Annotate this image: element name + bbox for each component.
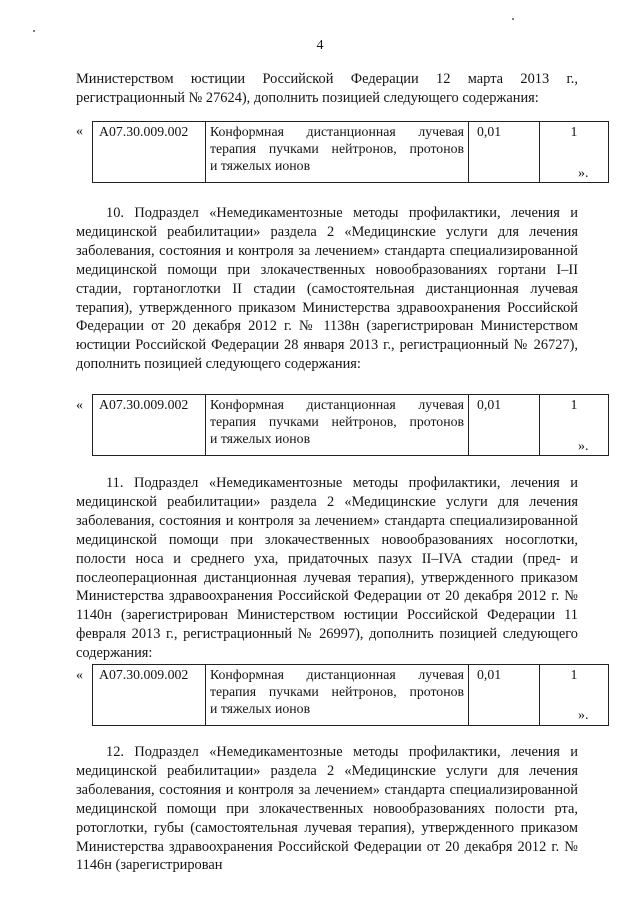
entry-value-2: 1 xyxy=(540,395,609,456)
entry-code: A07.30.009.002 xyxy=(93,122,206,183)
entry-value-2: 1 xyxy=(540,665,609,726)
entry-value-1: 0,01 xyxy=(469,122,540,183)
entry-code: A07.30.009.002 xyxy=(93,665,206,726)
entry-name: Конформная дистанционная лучевая терапия пучками нейтронов, протонов и тяжелых ионов xyxy=(206,665,469,726)
entry-table xyxy=(92,121,609,183)
table-row xyxy=(93,395,609,456)
entry-value-1: 0,01 xyxy=(469,395,540,456)
scan-speck xyxy=(33,30,35,32)
paragraph-11: 11. Подраздел «Немедикаментозные методы профилактики, лечения и медицинской реабилитации» раздела 2 «Медицинские услуги для лечения заболевания, состояния и контроля за лечением» стандарта специализированной медицинской помощи при злокачественных новообразованиях носоглотки, полости носа и среднего уха, придаточных пазух II–IVA стадии (пред- и послеоперационная дистанционная лучевая терапия), утвержденного приказом Министерства здравоохранения Российской Федерации от 20 декабря 2012 г. № 1140н (зарегистрирован Министерством юстиции Российской Федерации 11 февраля 2013 г., регистрационный № 26997), дополнить позицией следующего содержания: xyxy=(76,475,578,662)
page-number: 4 xyxy=(316,38,324,53)
table-row xyxy=(93,122,609,183)
scan-speck xyxy=(512,18,514,20)
entry-value-2: 1 xyxy=(540,122,609,183)
entry-name: Конформная дистанционная лучевая терапия пучками нейтронов, протонов и тяжелых ионов xyxy=(206,122,469,183)
quote-close: ». xyxy=(578,439,589,454)
quote-open: « xyxy=(76,668,83,683)
entry-name: Конформная дистанционная лучевая терапия пучками нейтронов, протонов и тяжелых ионов xyxy=(206,395,469,456)
quote-close: ». xyxy=(578,166,589,181)
quote-open: « xyxy=(76,124,83,139)
table-row xyxy=(93,665,609,726)
paragraph-12: 12. Подраздел «Немедикаментозные методы профилактики, лечения и медицинской реабилитации» раздела 2 «Медицинские услуги для лечения заболевания, состояния и контроля за лечением» стандарта специализированной медицинской помощи при злокачественных новообразованиях полости рта, ротоглотки, губы (самостоятельная лучевая терапия), утвержденного приказом Министерства здравоохранения Российской Федерации от 20 декабря 2012 г. № 1146н (зарегистрирован xyxy=(76,744,578,874)
entry-table xyxy=(92,394,609,456)
intro-paragraph: Министерством юстиции Российской Федерации 12 марта 2013 г., регистрационный № 27624), дополнить позицией следующего содержания: xyxy=(76,71,578,106)
quote-close: ». xyxy=(578,708,589,723)
paragraph-10: 10. Подраздел «Немедикаментозные методы профилактики, лечения и медицинской реабилитации» раздела 2 «Медицинские услуги для лечения заболевания, состояния и контроля за лечением» стандарта специализированной медицинской помощи при злокачественных новообразованиях гортани I–II стадии, гортаноглотки II стадии (самостоятельная дистанционная лучевая терапия), утвержденного приказом Министерства здравоохранения Российской Федерации от 20 декабря 2012 г. № 1138н (зарегистрирован Министерством юстиции Российской Федерации 28 января 2013 г., регистрационный № 26727), дополнить позицией следующего содержания: xyxy=(76,205,578,373)
quote-open: « xyxy=(76,398,83,413)
entry-value-1: 0,01 xyxy=(469,665,540,726)
entry-table xyxy=(92,664,609,726)
entry-code: A07.30.009.002 xyxy=(93,395,206,456)
